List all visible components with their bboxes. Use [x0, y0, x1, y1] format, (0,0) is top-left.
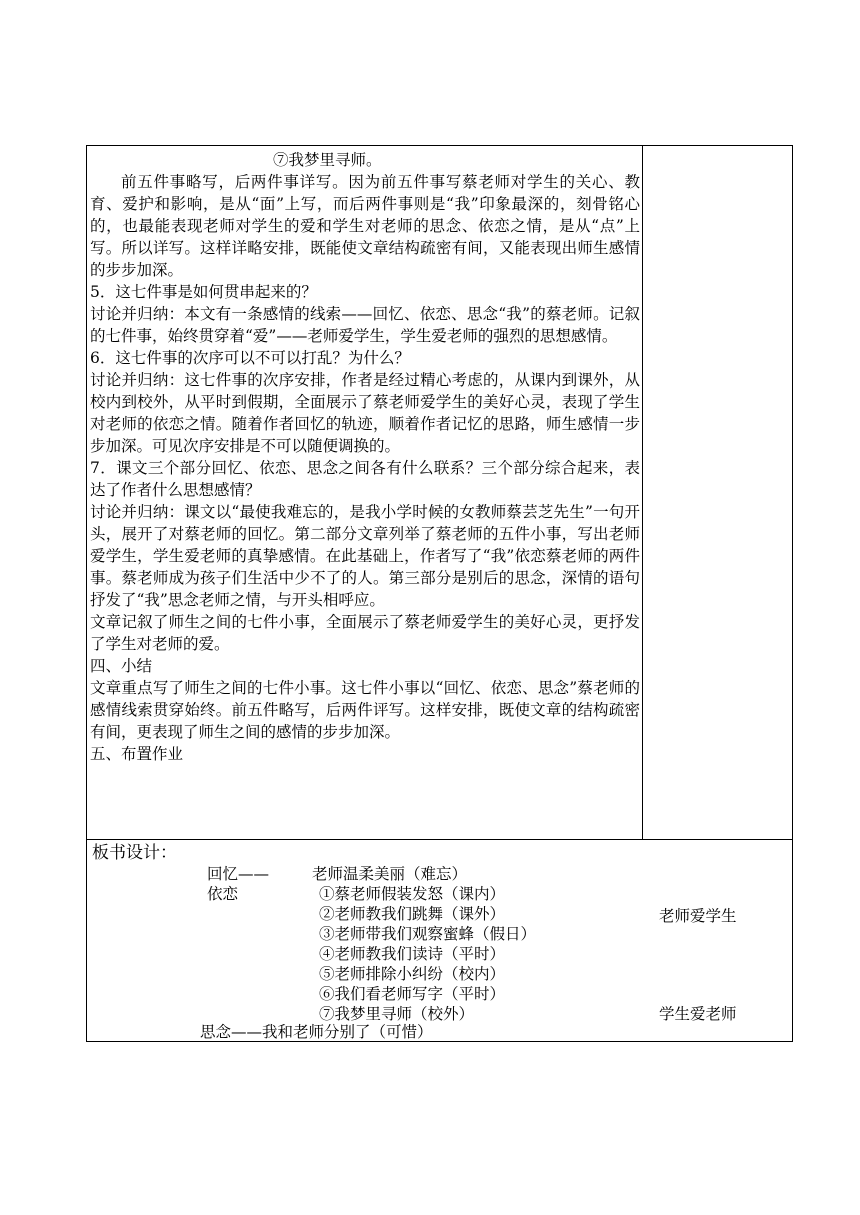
row-divider [87, 839, 792, 840]
section-four-heading: 四、小结 [90, 657, 153, 675]
board-yilian: 依恋 [207, 885, 239, 903]
board-item: ①蔡老师假装发怒（课内） [319, 885, 506, 903]
column-divider [642, 146, 643, 839]
question-5: 5．这七件事是如何贯串起来的？ [90, 283, 317, 301]
question-6: 6．这七件事的次序可以不可以打乱？为什么？ [90, 349, 410, 367]
board-item: ②老师教我们跳舞（课外） [319, 905, 506, 923]
board-item: ③老师带我们观察蜜蜂（假日） [319, 925, 537, 943]
detail-arrangement-paragraph: 前五件事略写，后两件事详写。因为前五件事写蔡老师对学生的关心、教育、爱护和影响，是从“面”上写，而后两件事则是“我”印象最深的，刻骨铭心的，也最能表现老师对学生的爱和学生对老师的思念、依恋之情，是从“点”上写。所以详写。这样详略安排，既能使文章结构疏密有间，又能表现出师生感情的步步加深。 [90, 173, 640, 279]
board-design-title: 板书设计： [92, 843, 177, 863]
board-item: ⑦我梦里寻师（校外） [319, 1005, 475, 1023]
board-right-bottom: 学生爱老师 [659, 1005, 737, 1023]
answer-5: 讨论并归纳：本文有一条感情的线索——回忆、依恋、思念“我”的蔡老师。记叙的七件事，始终贯穿着“爱”——老师爱学生，学生爱老师的强烈的思想感情。 [90, 305, 640, 345]
board-huiyi-item: 老师温柔美丽（难忘） [312, 865, 468, 883]
section-four-paragraph: 文章重点写了师生之间的七件小事。这七件小事以“回忆、依恋、思念”蔡老师的感情线索贯穿始终。前五件略写，后两件评写。这样安排，既使文章的结构疏密有间，更表现了师生之间的感情的步步加深。 [90, 679, 640, 741]
answer-7: 讨论并归纳：课文以“最使我难忘的，是我小学时候的女教师蔡芸芝先生”一句开头，展开了对蔡老师的回忆。第二部分文章列举了蔡老师的五件小事，写出老师爱学生，学生爱老师的真挚感情。在此基础上，作者写了“我”依恋蔡老师的两件事。蔡老师成为孩子们生活中少不了的人。第三部分是别后的思念，深情的语句抒发了“我”思念老师之情，与开头相呼应。 [90, 503, 640, 609]
question-7: 7．课文三个部分回忆、依恋、思念之间各有什么联系？三个部分综合起来，表达了作者什么思想感情？ [90, 459, 640, 499]
board-huiyi: 回忆—— [207, 865, 270, 883]
board-item: ⑤老师排除小纠纷（校内） [319, 965, 506, 983]
board-sinian: 思念——我和老师分别了（可惜） [200, 1023, 433, 1041]
summary-paragraph: 文章记叙了师生之间的七件小事，全面展示了蔡老师爱学生的美好心灵，更抒发了学生对老师的爱。 [90, 613, 640, 653]
board-item: ④老师教我们读诗（平时） [319, 945, 506, 963]
section-five-heading: 五、布置作业 [90, 745, 184, 763]
event-seven-line: ⑦我梦里寻师。 [273, 151, 382, 169]
lesson-content-cell [90, 149, 640, 765]
board-right-top: 老师爱学生 [659, 907, 737, 925]
lesson-table [86, 145, 793, 1042]
answer-6: 讨论并归纳：这七件事的次序安排，作者是经过精心考虑的，从课内到课外，从校内到校外，从平时到假期，全面展示了蔡老师爱学生的美好心灵，表现了学生对老师的依恋之情。随着作者回忆的轨迹，顺着作者记忆的思路，师生感情一步步加深。可见次序安排是不可以随便调换的。 [90, 371, 640, 455]
board-item: ⑥我们看老师写字（平时） [319, 985, 506, 1003]
